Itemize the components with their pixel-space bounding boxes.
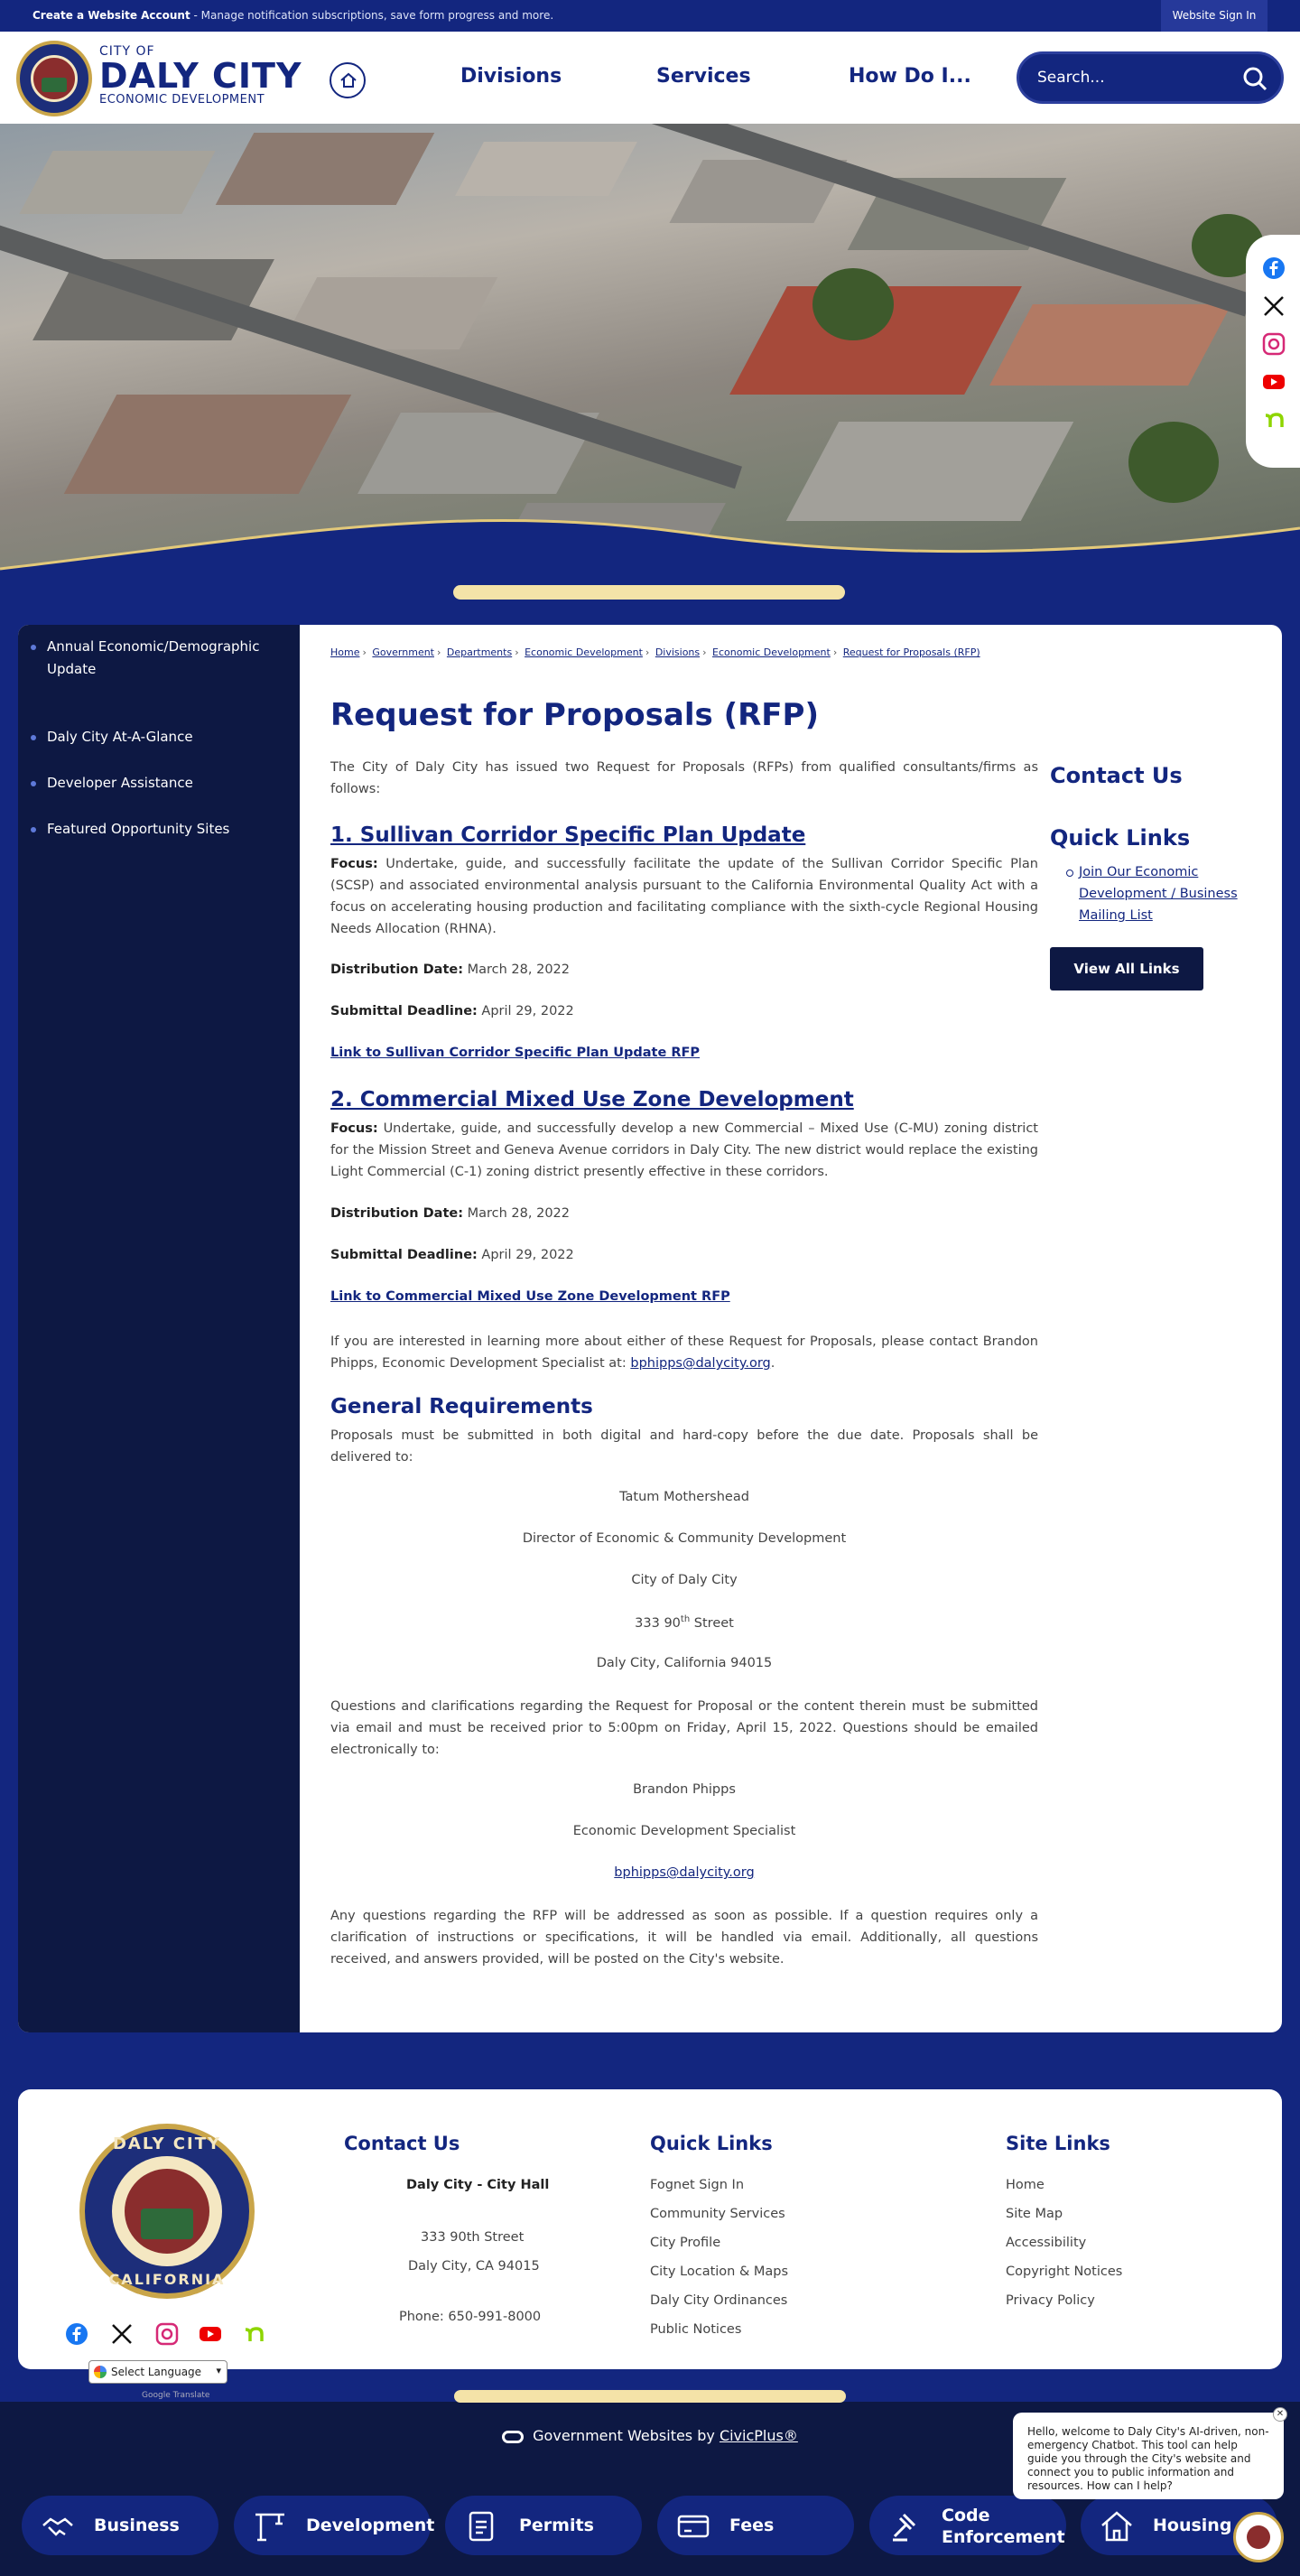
- footer-link-city-profile[interactable]: City Profile: [650, 2236, 721, 2250]
- civicplus-credit: Government Websites by CivicPlus®: [0, 2427, 1300, 2444]
- handshake-icon: [40, 2507, 76, 2543]
- closing-text: Any questions regarding the RFP will be addressed as soon as possible. If a question requires only a clarification of instructions or specifications, it will be handled via email. Additionally, all questions received, and answers provided, will be posted on the City's website.: [330, 1909, 1038, 1967]
- civicplus-logo-icon: [502, 2431, 524, 2443]
- facebook-icon[interactable]: [65, 2322, 88, 2346]
- footer-link-fognet[interactable]: Fognet Sign In: [650, 2178, 745, 2192]
- gavel-icon: [887, 2507, 924, 2543]
- decorative-pill: [453, 585, 845, 600]
- site-header: [0, 32, 1300, 124]
- sign-in-button[interactable]: Website Sign In: [1161, 0, 1268, 32]
- questions-email-link[interactable]: bphipps@dalycity.org: [614, 1865, 755, 1880]
- breadcrumb-economic-development-2[interactable]: Economic Development: [712, 646, 831, 658]
- house-icon: [1099, 2507, 1135, 2543]
- brand-logo[interactable]: CITY OF DALY CITY ECONOMIC DEVELOPMENT: [99, 44, 302, 107]
- sidebar-nav: [18, 625, 300, 2032]
- home-icon[interactable]: [330, 62, 366, 98]
- breadcrumb-rfp[interactable]: Request for Proposals (RFP): [842, 646, 980, 658]
- contact-paragraph: If you are interested in learning more about either of these Request for Proposals, please contact Brandon Phipps, Economic Development Specialist at: bphipps@dalycity.org.: [330, 1334, 1038, 1371]
- crane-icon: [252, 2507, 288, 2543]
- footer-link-public-notices[interactable]: Public Notices: [650, 2322, 742, 2337]
- breadcrumb-home[interactable]: Home: [330, 646, 360, 658]
- address-org: City of Daly City: [631, 1573, 738, 1587]
- nav-divisions[interactable]: Divisions: [460, 65, 562, 88]
- address-city: Daly City, California 94015: [596, 1656, 773, 1670]
- rfp1-submittal-deadline: Submittal Deadline: April 29, 2022: [330, 1004, 574, 1018]
- quicklink-housing-button[interactable]: Housing: [1081, 2496, 1277, 2555]
- footer-quick-links-heading[interactable]: Quick Links: [650, 2133, 773, 2154]
- rfp2-distribution-date: Distribution Date: March 28, 2022: [330, 1206, 571, 1221]
- sidebar-item-developer-assistance[interactable]: Developer Assistance: [47, 772, 264, 795]
- rfp1-distribution-date: Distribution Date: March 28, 2022: [330, 963, 571, 977]
- footer-link-city-maps[interactable]: City Location & Maps: [650, 2264, 789, 2279]
- view-all-links-button[interactable]: View All Links: [1050, 947, 1203, 990]
- nextdoor-icon[interactable]: [242, 2322, 265, 2346]
- footer-link-home[interactable]: Home: [1006, 2178, 1045, 2192]
- rfp1-heading[interactable]: 1. Sullivan Corridor Specific Plan Update: [330, 823, 806, 847]
- intro-text: The City of Daly City has issued two Request for Proposals (RFPs) from qualified consultants/firms as follows:: [330, 760, 1038, 796]
- nav-services[interactable]: Services: [656, 65, 751, 88]
- footer-link-privacy[interactable]: Privacy Policy: [1006, 2293, 1095, 2308]
- general-requirements-heading: General Requirements: [330, 1395, 593, 1418]
- address-title: Director of Economic & Community Development: [522, 1531, 847, 1546]
- rfp2-submittal-deadline: Submittal Deadline: April 29, 2022: [330, 1248, 574, 1262]
- top-bar: [0, 0, 1300, 32]
- questions-contact-title: Economic Development Specialist: [572, 1824, 796, 1838]
- language-select[interactable]: Select Language ▾: [88, 2360, 228, 2384]
- footer-contact-heading[interactable]: Contact Us: [344, 2133, 460, 2154]
- footer-link-ordinances[interactable]: Daly City Ordinances: [650, 2293, 788, 2308]
- quicklink-code-enforcement-button[interactable]: Code Enforcement: [869, 2496, 1066, 2555]
- x-icon[interactable]: [110, 2322, 134, 2346]
- credit-card-icon: [675, 2507, 711, 2543]
- quicklink-fees-button[interactable]: Fees: [657, 2496, 854, 2555]
- city-seal-logo-footer[interactable]: DALY CITY CALIFORNIA: [79, 2124, 255, 2299]
- address-street: 333 90th Street: [635, 1614, 734, 1631]
- close-icon[interactable]: ✕: [1273, 2407, 1287, 2422]
- chatbot-launcher[interactable]: [1233, 2512, 1284, 2562]
- footer-site-links-heading[interactable]: Site Links: [1006, 2133, 1110, 2154]
- facebook-icon[interactable]: [1262, 256, 1286, 280]
- mailing-list-link[interactable]: Join Our Economic Development / Business Mailing List: [1079, 861, 1250, 926]
- footer-contact-phone: Phone: 650-991-8000: [399, 2310, 542, 2324]
- rfp1-link[interactable]: Link to Sullivan Corridor Specific Plan Update RFP: [330, 1046, 701, 1060]
- rfp2-focus: Focus: Undertake, guide, and successfully develop a new Commercial – Mixed Use (C-MU) zoning district for the Mission Street and Geneva Avenue corridors in Daly City. The new district would replace the existing Light Commercial (C-1) zoning district presently effective in these corridors.: [330, 1121, 1038, 1179]
- footer-link-copyright[interactable]: Copyright Notices: [1006, 2264, 1123, 2279]
- breadcrumb-economic-development[interactable]: Economic Development: [525, 646, 643, 658]
- chevron-down-icon: ▾: [216, 2365, 221, 2376]
- questions-contact-name: Brandon Phipps: [633, 1782, 736, 1797]
- instagram-icon[interactable]: [155, 2322, 179, 2346]
- rfp2-heading[interactable]: 2. Commercial Mixed Use Zone Development: [330, 1088, 854, 1111]
- breadcrumb-divisions[interactable]: Divisions: [655, 646, 701, 658]
- decorative-pill-footer: [454, 2390, 846, 2403]
- general-requirements-text: Proposals must be submitted in both digital and hard-copy before the due date. Proposals shall be delivered to:: [330, 1428, 1038, 1465]
- main-panel: [18, 625, 1282, 2032]
- questions-text: Questions and clarifications regarding the Request for Proposal or the content therein must be submitted via email and must be received prior to 5:00pm on Friday, April 15, 2022. Questions should be emailed electronically to:: [330, 1699, 1038, 1757]
- breadcrumb-government[interactable]: Government: [372, 646, 434, 658]
- breadcrumb: Home › Government › Departments › Economic Development › Divisions › Economic Development › Request for Proposals (RFP): [330, 646, 980, 658]
- civicplus-link[interactable]: CivicPlus®: [719, 2427, 798, 2444]
- nextdoor-icon[interactable]: [1262, 408, 1286, 432]
- instagram-icon[interactable]: [1262, 332, 1286, 356]
- footer-card: [18, 2089, 1282, 2369]
- sidebar-item-at-a-glance[interactable]: Daly City At-A-Glance: [47, 726, 264, 749]
- quicklink-permits-button[interactable]: Permits: [445, 2496, 642, 2555]
- sidebar-item-annual-update[interactable]: Annual Economic/Demographic Update: [47, 636, 264, 681]
- chatbot-greeting: ✕ Hello, welcome to Daly City's AI-driven, non-emergency Chatbot. This tool can help guide you through the City's website and connect you to public information and resources. How can I help?: [1013, 2413, 1284, 2499]
- page-title: Request for Proposals (RFP): [330, 697, 819, 733]
- rfp1-focus: Focus: Undertake, guide, and successfully facilitate the update of the Sullivan Corridor Specific Plan (SCSP) and associated environmental analysis pursuant to the California Environmental Quality Act with a focus on accelerating housing production and facilitating compliance with the sixth-cycle Regional Housing Needs Allocation (RHNA).: [330, 857, 1038, 936]
- search-input[interactable]: [1037, 67, 1236, 88]
- hero-wave-divider: [0, 501, 1300, 582]
- search-box: [1017, 51, 1284, 104]
- footer-contact-city: Daly City, CA 94015: [408, 2259, 540, 2274]
- contact-us-heading[interactable]: Contact Us: [1050, 763, 1183, 788]
- footer-link-accessibility[interactable]: Accessibility: [1006, 2236, 1087, 2250]
- create-account-link[interactable]: Create a Website Account - Manage notification subscriptions, save form progress and more.: [32, 9, 554, 22]
- nav-how-do-i[interactable]: How Do I...: [849, 65, 971, 88]
- youtube-icon[interactable]: [199, 2322, 222, 2346]
- clipboard-icon: [463, 2507, 499, 2543]
- social-sidebar: [1246, 235, 1300, 468]
- footer-link-community-services[interactable]: Community Services: [650, 2207, 785, 2221]
- footer-contact-street: 333 90th Street: [421, 2230, 525, 2245]
- footer-contact-name: Daly City - City Hall: [406, 2178, 550, 2192]
- sidebar-item-opportunity-sites[interactable]: Featured Opportunity Sites: [47, 818, 264, 841]
- youtube-icon[interactable]: [1262, 370, 1286, 394]
- address-name: Tatum Mothershead: [619, 1490, 749, 1504]
- contact-email-link[interactable]: bphipps@dalycity.org: [630, 1356, 771, 1371]
- google-icon: [94, 2366, 107, 2378]
- city-seal-logo[interactable]: [16, 41, 92, 116]
- x-icon[interactable]: [1262, 294, 1286, 318]
- quicklink-business-button[interactable]: Business: [22, 2496, 218, 2555]
- rfp2-link[interactable]: Link to Commercial Mixed Use Zone Development RFP: [330, 1289, 730, 1304]
- search-icon[interactable]: [1241, 65, 1268, 96]
- footer-link-site-map[interactable]: Site Map: [1006, 2207, 1063, 2221]
- breadcrumb-departments[interactable]: Departments: [446, 646, 513, 658]
- google-translate-credit: Google Translate: [142, 2391, 210, 2400]
- quick-links-heading[interactable]: Quick Links: [1050, 825, 1191, 851]
- quicklink-development-button[interactable]: Development: [234, 2496, 431, 2555]
